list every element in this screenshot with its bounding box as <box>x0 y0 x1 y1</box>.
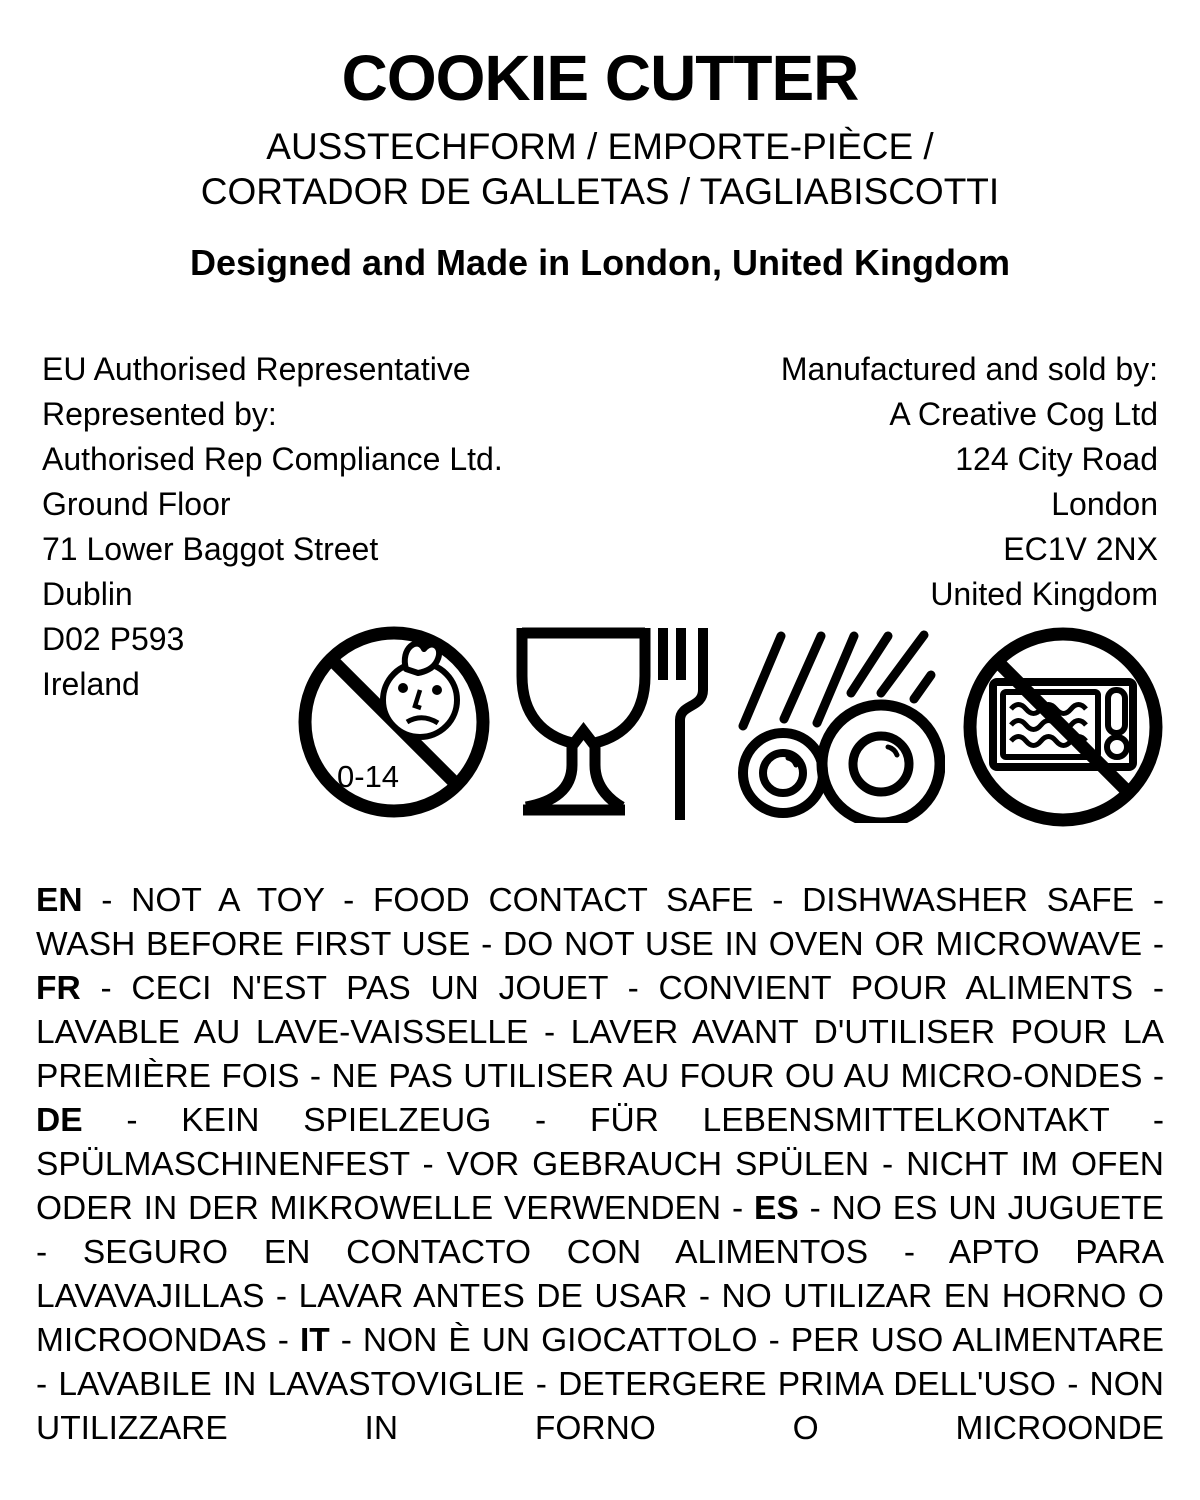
right-eye <box>432 685 442 695</box>
dishwasher-safe-icon <box>735 623 945 823</box>
age-warning-0-14-icon <box>296 624 492 820</box>
language-code: EN <box>36 881 83 919</box>
warning-text: - KEIN SPIELZEUG - FÜR LEBENSMITTELKONTAKT - SPÜLMASCHINENFEST - VOR GEBRAUCH SPÜLEN - NICHT IM OFEN ODER IN DER MIKROWELLE VERWENDEN - <box>36 1101 1164 1227</box>
translations-line-2: CORTADOR DE GALLETAS / TAGLIABISCOTTI <box>200 171 1000 212</box>
language-code: ES <box>754 1189 799 1227</box>
warning-text: - CECI N'EST PAS UN JOUET - CONVIENT POUR ALIMENTS - LAVABLE AU LAVE-VAISSELLE - LAVER AVANT D'UTILISER POUR LA PREMIÈRE FOIS - NE PAS UTILISER AU FOUR OU AU MICRO-ONDES - <box>36 969 1164 1095</box>
address-line: Dublin <box>42 576 133 612</box>
language-code: IT <box>299 1321 330 1359</box>
product-title-translations <box>0 124 1200 214</box>
address-line: EU Authorised Representative <box>42 351 471 387</box>
language-code: DE <box>36 1101 83 1139</box>
no-microwave-icon <box>961 625 1165 829</box>
multilingual-warnings-paragraph <box>36 879 1164 1451</box>
address-line: 124 City Road <box>955 441 1158 477</box>
warning-text: - NO ES UN JUGUETE - SEGURO EN CONTACTO CON ALIMENTOS - APTO PARA LAVAVAJILLAS - LAVAR ANTES DE USAR - NO UTILIZAR EN HORNO O MICROONDAS - <box>36 1189 1164 1359</box>
address-line: 71 Lower Baggot Street <box>42 531 379 567</box>
address-line: Manufactured and sold by: <box>780 351 1158 387</box>
address-line: Ireland <box>42 666 140 702</box>
address-line: United Kingdom <box>930 576 1158 612</box>
address-line: Authorised Rep Compliance Ltd. <box>42 441 503 477</box>
translations-line-1: AUSSTECHFORM / EMPORTE-PIÈCE / <box>266 126 934 167</box>
address-line: D02 P593 <box>42 621 185 657</box>
wine-glass <box>522 628 645 810</box>
product-title: COOKIE CUTTER <box>341 42 859 114</box>
age-range-label: 0-14 <box>337 759 400 794</box>
address-line: EC1V 2NX <box>1003 531 1158 567</box>
food-contact-safe-icon <box>516 626 712 822</box>
warning-text: - NON È UN GIOCATTOLO - PER USO ALIMENTARE - LAVABILE IN LAVASTOVIGLIE - DETERGERE PRIMA DELL'USO - NON UTILIZZARE IN FORNO O MICROONDE <box>36 1321 1164 1447</box>
left-eye <box>398 683 408 693</box>
address-line: A Creative Cog Ltd <box>889 396 1158 432</box>
warning-text: - NOT A TOY - FOOD CONTACT SAFE - DISHWASHER SAFE - WASH BEFORE FIRST USE - DO NOT USE IN OVEN OR MICROWAVE - <box>36 881 1164 963</box>
address-line: Represented by: <box>42 396 277 432</box>
address-line: Ground Floor <box>42 486 231 522</box>
fork <box>663 628 703 820</box>
language-code: FR <box>36 969 81 1007</box>
hair-curl <box>405 644 439 673</box>
plates <box>743 705 940 823</box>
address-line: London <box>1051 486 1158 522</box>
origin-statement: Designed and Made in London, United Kingdom <box>190 242 1010 283</box>
